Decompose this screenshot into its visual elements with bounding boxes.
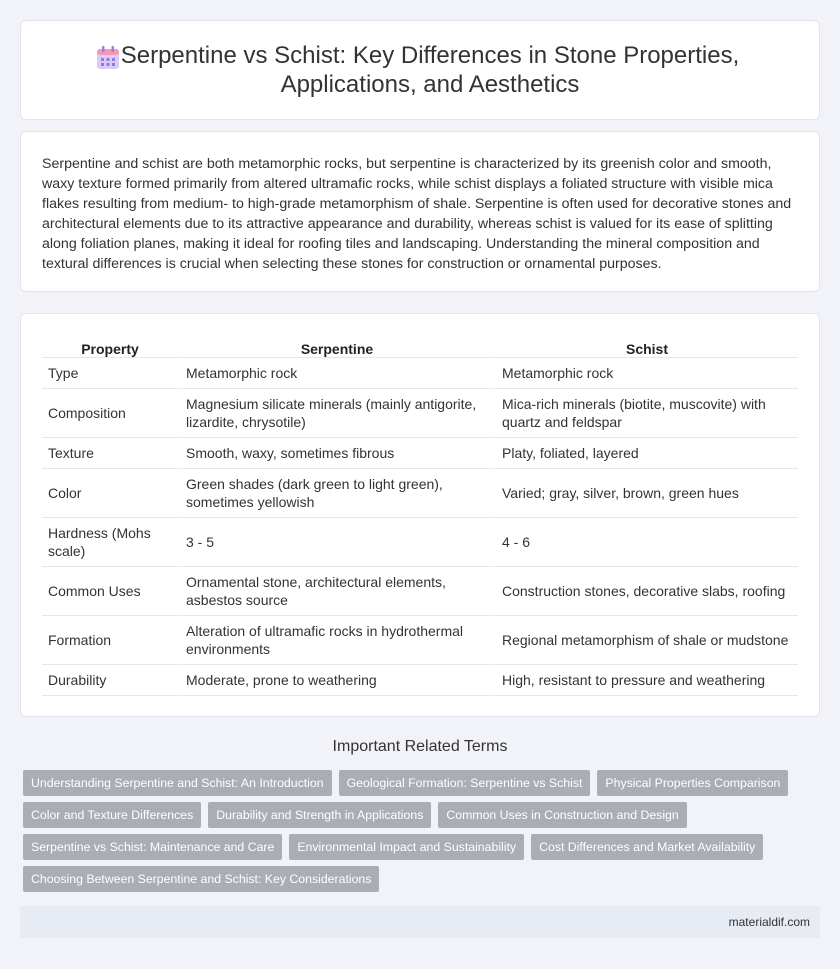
row-schist: High, resistant to pressure and weathering xyxy=(494,665,798,696)
header-schist: Schist xyxy=(494,334,798,358)
related-term-tag[interactable]: Durability and Strength in Applications xyxy=(208,802,431,828)
row-property: Color xyxy=(42,469,178,518)
table-header-row xyxy=(42,334,798,358)
table-row xyxy=(42,438,798,469)
table-row xyxy=(42,358,798,389)
table-row xyxy=(42,567,798,616)
header-property: Property xyxy=(42,334,178,358)
table-row xyxy=(42,389,798,438)
related-term-tag[interactable]: Understanding Serpentine and Schist: An Introduction xyxy=(23,770,332,796)
row-property: Composition xyxy=(42,389,178,438)
row-serpentine: Ornamental stone, architectural elements, asbestos source xyxy=(178,567,494,616)
row-serpentine: Green shades (dark green to light green), sometimes yellowish xyxy=(178,469,494,518)
comparison-table-card xyxy=(20,313,820,717)
row-property: Common Uses xyxy=(42,567,178,616)
header-serpentine: Serpentine xyxy=(178,334,494,358)
related-term-tag[interactable]: Serpentine vs Schist: Maintenance and Care xyxy=(23,834,282,860)
related-term-tag[interactable]: Environmental Impact and Sustainability xyxy=(289,834,524,860)
intro-paragraph: Serpentine and schist are both metamorphic rocks, but serpentine is characterized by its greenish color and smooth, waxy texture formed primarily from altered ultramafic rocks, while schist displays a foliated structure with visible mica flakes resulting from medium- to high-grade metamorphism of shale. Serpentine is often used for decorative stones and architectural elements due to its attractive appearance and durability, whereas schist is valued for its ease of splitting along foliation planes, making it ideal for roofing tiles and landscaping. Understanding the mineral composition and textural differences is crucial when selecting these stones for construction or ornamental purposes. xyxy=(42,156,792,272)
row-serpentine: Smooth, waxy, sometimes fibrous xyxy=(178,438,494,469)
intro-card xyxy=(20,131,820,292)
table-row xyxy=(42,616,798,665)
page-title: Serpentine vs Schist: Key Differences in Stone Properties, Applications, and Aesthetics xyxy=(120,42,740,98)
row-schist: Varied; gray, silver, brown, green hues xyxy=(494,469,798,518)
row-property: Durability xyxy=(42,665,178,696)
row-schist: Mica-rich minerals (biotite, muscovite) with quartz and feldspar xyxy=(494,389,798,438)
related-term-tag[interactable]: Choosing Between Serpentine and Schist: Key Considerations xyxy=(23,866,379,892)
table-row xyxy=(42,518,798,567)
row-serpentine: Moderate, prone to weathering xyxy=(178,665,494,696)
related-terms-title: Important Related Terms xyxy=(332,738,508,755)
row-serpentine: Magnesium silicate minerals (mainly antigorite, lizardite, chrysotile) xyxy=(178,389,494,438)
row-property: Formation xyxy=(42,616,178,665)
footer xyxy=(20,906,820,938)
comparison-table xyxy=(42,334,798,696)
row-schist: Metamorphic rock xyxy=(494,358,798,389)
related-term-tag[interactable]: Physical Properties Comparison xyxy=(597,770,788,796)
row-serpentine: Alteration of ultramafic rocks in hydrothermal environments xyxy=(178,616,494,665)
table-row xyxy=(42,469,798,518)
table-row xyxy=(42,665,798,696)
row-schist: Construction stones, decorative slabs, roofing xyxy=(494,567,798,616)
related-terms-list xyxy=(23,770,813,892)
related-term-tag[interactable]: Cost Differences and Market Availability xyxy=(531,834,763,860)
related-term-tag[interactable]: Common Uses in Construction and Design xyxy=(438,802,686,828)
footer-site-link[interactable]: materialdif.com xyxy=(728,915,810,929)
row-schist: 4 - 6 xyxy=(494,518,798,567)
row-property: Texture xyxy=(42,438,178,469)
related-term-tag[interactable]: Color and Texture Differences xyxy=(23,802,201,828)
related-term-tag[interactable]: Geological Formation: Serpentine vs Schist xyxy=(339,770,591,796)
row-property: Hardness (Mohs scale) xyxy=(42,518,178,567)
row-serpentine: 3 - 5 xyxy=(178,518,494,567)
row-serpentine: Metamorphic rock xyxy=(178,358,494,389)
row-schist: Regional metamorphism of shale or mudstone xyxy=(494,616,798,665)
title-wrap xyxy=(21,21,819,119)
header-card xyxy=(20,20,820,120)
row-property: Type xyxy=(42,358,178,389)
row-schist: Platy, foliated, layered xyxy=(494,438,798,469)
